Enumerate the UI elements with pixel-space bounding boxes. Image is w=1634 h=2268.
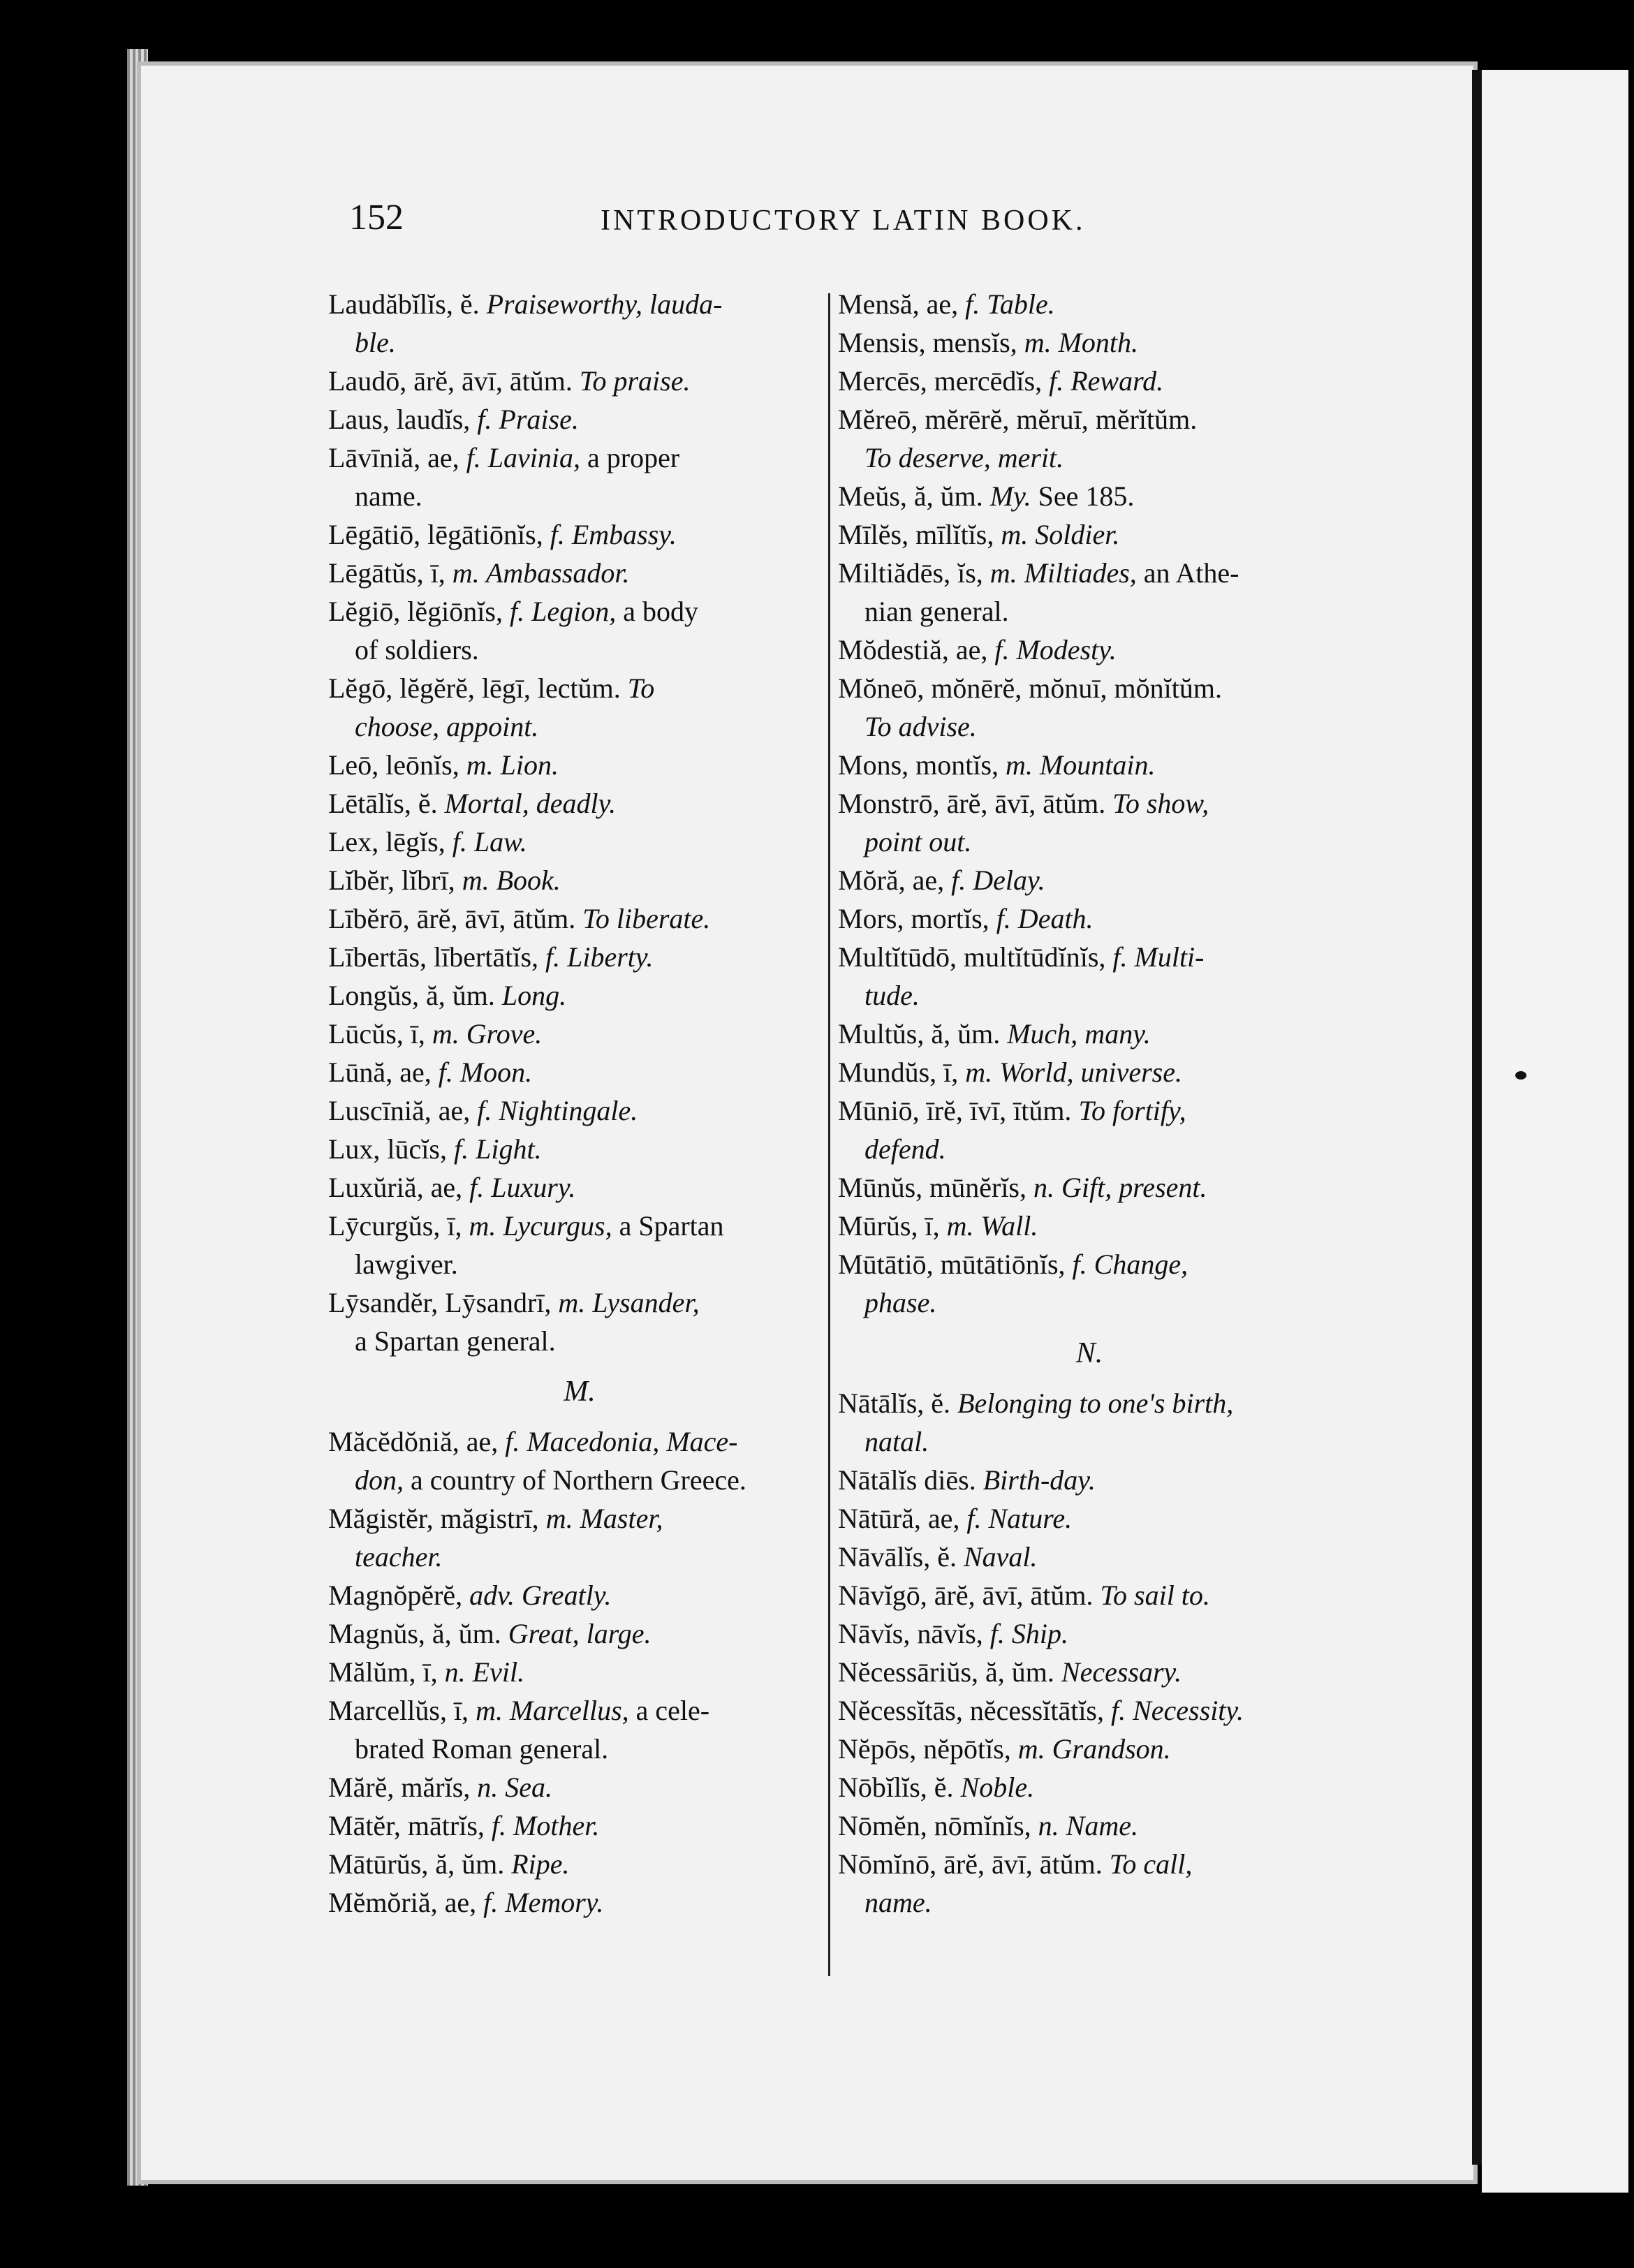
dictionary-entry: [328, 746, 831, 784]
entry-text: Nōmĭnō, ārĕ, āvī, ātŭm.: [838, 1848, 1110, 1880]
entry-italic-text: f. Mother.: [491, 1810, 600, 1841]
entry-italic-text: f. Nightingale.: [477, 1095, 638, 1126]
entry-text: Măcĕdŏniă, ae,: [328, 1426, 506, 1457]
dictionary-entry: [838, 1576, 1341, 1614]
dictionary-entry: [838, 1499, 1341, 1538]
entry-italic-text: tude.: [864, 980, 920, 1011]
entry-continuation: [328, 707, 831, 746]
entry-text: Mūrŭs, ī,: [838, 1210, 947, 1242]
entry-italic-text: m. Month.: [1024, 327, 1139, 358]
entry-italic-text: To praise.: [579, 365, 691, 397]
dictionary-entry: [838, 631, 1341, 669]
entry-italic-text: To fortify,: [1078, 1095, 1186, 1126]
entry-text: of soldiers.: [355, 634, 479, 665]
entry-italic-text: defend.: [864, 1133, 946, 1165]
dictionary-entry: [838, 1806, 1341, 1845]
entry-continuation: [838, 1130, 1341, 1168]
entry-text: Nāvālĭs, ĕ.: [838, 1541, 964, 1573]
entry-text: Mĕmŏriă, ae,: [328, 1887, 484, 1918]
dictionary-entry: [838, 1461, 1341, 1499]
entry-italic-text: teacher.: [355, 1541, 443, 1573]
entry-text: Nāvĭs, nāvĭs,: [838, 1618, 990, 1649]
entry-italic-text: Necessary.: [1061, 1656, 1182, 1688]
entry-italic-text: f. Law.: [452, 826, 527, 857]
dictionary-entry: [328, 1883, 831, 1922]
entry-text: Mīlĕs, mīlĭtĭs,: [838, 519, 1001, 550]
entry-italic-text: m. Ambassador.: [452, 557, 630, 589]
entry-italic-text: To call,: [1109, 1848, 1193, 1880]
entry-italic-text: point out.: [864, 826, 972, 857]
entry-italic-text: To liberate.: [582, 903, 711, 934]
entry-text: Lȳcurgŭs, ī,: [328, 1210, 469, 1242]
entry-text: Lȳsandĕr, Lȳsandrī,: [328, 1287, 559, 1318]
entry-text: Nōmĕn, nōmĭnĭs,: [838, 1810, 1038, 1841]
entry-text: Laudō, ārĕ, āvī, ātŭm.: [328, 365, 580, 397]
dictionary-entry: [838, 1614, 1341, 1653]
dictionary-entry: [328, 938, 831, 976]
entry-italic-text: natal.: [864, 1426, 929, 1457]
dictionary-entry: [838, 784, 1341, 823]
dictionary-entry: [328, 1806, 831, 1845]
entry-italic-text: don,: [355, 1464, 404, 1496]
entry-continuation: [328, 477, 831, 515]
entry-italic-text: m. Master,: [545, 1503, 663, 1534]
dictionary-entry: [328, 285, 831, 323]
entry-italic-text: f. Praise.: [477, 404, 579, 435]
dictionary-entry: [838, 477, 1341, 515]
entry-text: a cele-: [628, 1695, 710, 1726]
entry-italic-text: n. Name.: [1038, 1810, 1138, 1841]
entry-italic-text: My.: [989, 480, 1031, 512]
entry-text: a Spartan general.: [355, 1325, 556, 1357]
dictionary-entry: [838, 1768, 1341, 1806]
entry-italic-text: To: [627, 672, 655, 704]
dictionary-entry: [328, 592, 831, 631]
entry-text: Nāvĭgō, ārĕ, āvī, ātŭm.: [838, 1580, 1101, 1611]
dictionary-entry: [328, 1168, 831, 1207]
entry-continuation: [328, 1245, 831, 1283]
entry-text: a body: [616, 596, 698, 627]
page-header: [349, 197, 1089, 253]
dictionary-entry: [838, 1384, 1341, 1422]
entry-text: Nātālĭs, ĕ.: [838, 1387, 958, 1419]
running-head: INTRODUCTORY LATIN BOOK.: [601, 205, 1086, 237]
dictionary-entry: [838, 1015, 1341, 1053]
entry-italic-text: m. Miltiades,: [989, 557, 1137, 589]
entry-text: Lāvīniă, ae,: [328, 442, 466, 473]
dictionary-entry: [328, 1207, 831, 1245]
entry-text: Mŏră, ae,: [838, 864, 952, 896]
column-divider: [828, 293, 830, 1976]
dictionary-entry: [328, 1576, 831, 1614]
entry-text: Lĭbĕr, lĭbrī,: [328, 864, 462, 896]
entry-text: Luscīniă, ae,: [328, 1095, 478, 1126]
entry-continuation: [838, 707, 1341, 746]
entry-italic-text: f. Nature.: [966, 1503, 1073, 1534]
entry-italic-text: m. Grove.: [432, 1018, 543, 1050]
entry-italic-text: name.: [864, 1887, 932, 1918]
dictionary-entry: [328, 1845, 831, 1883]
entry-italic-text: m. Marcellus,: [476, 1695, 629, 1726]
entry-text: Leō, leōnĭs,: [328, 749, 466, 781]
left-column: [328, 285, 831, 1922]
entry-text: Mūnŭs, mūnĕrĭs,: [838, 1172, 1033, 1203]
entry-italic-text: m. World, universe.: [965, 1056, 1182, 1088]
dictionary-entry: [328, 1614, 831, 1653]
dictionary-entry: [838, 285, 1341, 323]
entry-text: Laudăbĭlĭs, ĕ.: [328, 288, 487, 320]
entry-italic-text: f. Luxury.: [469, 1172, 576, 1203]
entry-text: Marcellŭs, ī,: [328, 1695, 476, 1726]
dictionary-entry: [838, 746, 1341, 784]
dictionary-entry: [328, 554, 831, 592]
entry-text: a proper: [580, 442, 680, 473]
entry-text: Nĕcessāriŭs, ă, ŭm.: [838, 1656, 1061, 1688]
entry-italic-text: f. Multi-: [1112, 941, 1205, 973]
entry-text: Nātālĭs diēs.: [838, 1464, 983, 1496]
dictionary-entry: [838, 1538, 1341, 1576]
dictionary-entry: [328, 823, 831, 861]
entry-text: Lĕgiō, lĕgiōnĭs,: [328, 596, 510, 627]
entry-italic-text: f. Death.: [996, 903, 1094, 934]
entry-italic-text: Noble.: [960, 1772, 1035, 1803]
entry-text: Magnŭs, ă, ŭm.: [328, 1618, 508, 1649]
entry-text: Luxŭriă, ae,: [328, 1172, 470, 1203]
entry-text: brated Roman general.: [355, 1733, 609, 1765]
entry-text: Mărĕ, mărĭs,: [328, 1772, 478, 1803]
entry-text: Lēgātiō, lēgātiōnĭs,: [328, 519, 550, 550]
entry-italic-text: choose, appoint.: [355, 711, 539, 742]
entry-italic-text: f. Embassy.: [550, 519, 677, 550]
dictionary-entry: [838, 1091, 1341, 1130]
entry-text: Lūnă, ae,: [328, 1056, 439, 1088]
entry-continuation: [328, 1322, 831, 1360]
entry-italic-text: f. Macedonia, Mace-: [505, 1426, 738, 1457]
entry-continuation: [328, 1461, 831, 1499]
entry-continuation: [838, 1883, 1341, 1922]
entry-italic-text: Long.: [501, 980, 567, 1011]
entry-text: Nĕcessĭtās, nĕcessĭtātĭs,: [838, 1695, 1111, 1726]
entry-italic-text: adv. Greatly.: [469, 1580, 612, 1611]
entry-text: Mercēs, mercēdĭs,: [838, 365, 1050, 397]
dictionary-entry: [838, 515, 1341, 554]
entry-italic-text: m. Mountain.: [1006, 749, 1156, 781]
entry-italic-text: n. Sea.: [477, 1772, 553, 1803]
ink-mark: [1515, 1071, 1526, 1080]
entry-continuation: [838, 592, 1341, 631]
dictionary-entry: [838, 899, 1341, 938]
entry-text: Mors, mortĭs,: [838, 903, 996, 934]
entry-italic-text: To show,: [1112, 788, 1209, 819]
entry-continuation: [328, 323, 831, 362]
entry-italic-text: To advise.: [864, 711, 977, 742]
dictionary-entry: [328, 1015, 831, 1053]
entry-text: Lībertās, lībertātĭs,: [328, 941, 546, 973]
dictionary-entry: [328, 1499, 831, 1538]
entry-text: a country of Northern Greece.: [404, 1464, 746, 1496]
entry-italic-text: m. Lycurgus,: [469, 1210, 612, 1242]
entry-continuation: [328, 1538, 831, 1576]
entry-text: Monstrō, ārĕ, āvī, ātŭm.: [838, 788, 1113, 819]
entry-italic-text: Naval.: [963, 1541, 1038, 1573]
dictionary-entry: [838, 861, 1341, 899]
entry-continuation: [838, 439, 1341, 477]
entry-italic-text: Mortal, deadly.: [444, 788, 617, 819]
entry-italic-text: Much, many.: [1007, 1018, 1151, 1050]
entry-continuation: [838, 1283, 1341, 1322]
entry-text: Mātĕr, mātrĭs,: [328, 1810, 492, 1841]
entry-text: Mŏdestiă, ae,: [838, 634, 995, 665]
entry-text: Nĕpōs, nĕpōtĭs,: [838, 1733, 1018, 1765]
dictionary-entry: [328, 1283, 831, 1322]
entry-text: Lux, lūcĭs,: [328, 1133, 454, 1165]
entry-text: Măgistĕr, măgistrī,: [328, 1503, 546, 1534]
entry-text: Miltiădēs, ĭs,: [838, 557, 990, 589]
dictionary-entry: [328, 1422, 831, 1461]
facing-page: [1482, 70, 1628, 2193]
entry-text: Mātūrŭs, ă, ŭm.: [328, 1848, 512, 1880]
entry-italic-text: m. Grandson.: [1017, 1733, 1171, 1765]
dictionary-entry: [328, 1653, 831, 1691]
entry-text: Multĭtūdō, multĭtūdĭnĭs,: [838, 941, 1113, 973]
entry-italic-text: f. Change,: [1072, 1249, 1188, 1280]
entry-text: Lex, lēgĭs,: [328, 826, 452, 857]
dictionary-entry: [838, 938, 1341, 976]
entry-text: Magnŏpĕrĕ,: [328, 1580, 470, 1611]
section-letter: [838, 1334, 1341, 1373]
entry-italic-text: f. Memory.: [483, 1887, 604, 1918]
entry-text: Longŭs, ă, ŭm.: [328, 980, 502, 1011]
entry-continuation: [838, 823, 1341, 861]
entry-italic-text: To sail to.: [1100, 1580, 1210, 1611]
dictionary-entry: [838, 1730, 1341, 1768]
entry-text: See 185.: [1031, 480, 1135, 512]
dictionary-entry: [328, 899, 831, 938]
entry-text: nian general.: [864, 596, 1009, 627]
dictionary-entry: [838, 1053, 1341, 1091]
entry-italic-text: f. Modesty.: [994, 634, 1117, 665]
entry-text: Mŏneō, mŏnērĕ, mŏnuī, mŏnĭtŭm.: [838, 672, 1222, 704]
dictionary-entry: [328, 861, 831, 899]
entry-text: an Athe-: [1136, 557, 1239, 589]
entry-text: Mensis, mensĭs,: [838, 327, 1024, 358]
dictionary-entry: [328, 1091, 831, 1130]
dictionary-entry: [328, 400, 831, 439]
entry-text: Lĕgō, lĕgĕrĕ, lēgī, lectŭm.: [328, 672, 628, 704]
entry-italic-text: f. Reward.: [1049, 365, 1164, 397]
entry-text: Multŭs, ă, ŭm.: [838, 1018, 1008, 1050]
dictionary-entry: [838, 1691, 1341, 1730]
entry-italic-text: Birth-day.: [982, 1464, 1096, 1496]
dictionary-entry: [838, 1207, 1341, 1245]
entry-continuation: [838, 1422, 1341, 1461]
dictionary-entry: [838, 1653, 1341, 1691]
dictionary-entry: [838, 1845, 1341, 1883]
dictionary-entry: [838, 1168, 1341, 1207]
right-column: [838, 285, 1341, 1922]
dictionary-entry: [838, 669, 1341, 707]
entry-text: Lētālĭs, ĕ.: [328, 788, 445, 819]
entry-italic-text: Ripe.: [511, 1848, 570, 1880]
entry-text: Mensă, ae,: [838, 288, 966, 320]
entry-text: Mūtātiō, mūtātiōnĭs,: [838, 1249, 1073, 1280]
section-letter: [328, 1373, 831, 1411]
dictionary-entry: [328, 1691, 831, 1730]
entry-italic-text: f. Delay.: [951, 864, 1045, 896]
entry-italic-text: To deserve, merit.: [864, 442, 1064, 473]
entry-text: Lēgātŭs, ī,: [328, 557, 452, 589]
entry-italic-text: m. Book.: [462, 864, 561, 896]
dictionary-entry: [328, 439, 831, 477]
entry-italic-text: N.: [1075, 1337, 1103, 1369]
entry-text: lawgiver.: [355, 1249, 458, 1280]
entry-italic-text: n. Evil.: [444, 1656, 525, 1688]
entry-italic-text: m. Lysander,: [558, 1287, 700, 1318]
dictionary-entry: [328, 515, 831, 554]
entry-text: a Spartan: [612, 1210, 724, 1242]
dictionary-entry: [328, 1130, 831, 1168]
entry-italic-text: f. Necessity.: [1111, 1695, 1244, 1726]
entry-italic-text: M.: [564, 1376, 596, 1408]
dictionary-entry: [838, 1245, 1341, 1283]
entry-continuation: [328, 1730, 831, 1768]
dictionary-entry: [838, 554, 1341, 592]
entry-text: Laus, laudĭs,: [328, 404, 478, 435]
entry-italic-text: n. Gift, present.: [1033, 1172, 1207, 1203]
entry-italic-text: m. Lion.: [466, 749, 559, 781]
entry-italic-text: f. Ship.: [989, 1618, 1068, 1649]
entry-italic-text: f. Light.: [453, 1133, 542, 1165]
entry-text: Mălŭm, ī,: [328, 1656, 445, 1688]
book-spine: [1472, 70, 1482, 2165]
dictionary-entry: [328, 1053, 831, 1091]
entry-italic-text: f. Table.: [965, 288, 1055, 320]
entry-text: Mons, montĭs,: [838, 749, 1006, 781]
entry-italic-text: f. Moon.: [438, 1056, 533, 1088]
entry-text: Lūcŭs, ī,: [328, 1018, 432, 1050]
entry-continuation: [838, 976, 1341, 1015]
entry-italic-text: f. Lavinia,: [466, 442, 581, 473]
dictionary-entry: [328, 669, 831, 707]
entry-text: Mūniō, īrĕ, īvī, ītŭm.: [838, 1095, 1079, 1126]
entry-italic-text: Praiseworthy, lauda-: [486, 288, 723, 320]
entry-text: Mĕreō, mĕrērĕ, mĕruī, mĕrĭtŭm.: [838, 404, 1198, 435]
entry-text: Meŭs, ă, ŭm.: [838, 480, 990, 512]
entry-italic-text: m. Wall.: [946, 1210, 1038, 1242]
dictionary-entry: [328, 976, 831, 1015]
entry-text: Mundŭs, ī,: [838, 1056, 966, 1088]
page-number: 152: [349, 198, 404, 237]
entry-italic-text: Great, large.: [508, 1618, 652, 1649]
entry-text: Nātūră, ae,: [838, 1503, 967, 1534]
dictionary-entry: [838, 362, 1341, 400]
entry-text: name.: [355, 480, 422, 512]
entry-text: Lībĕrō, ārĕ, āvī, ātŭm.: [328, 903, 583, 934]
dictionary-entry: [328, 1768, 831, 1806]
entry-italic-text: f. Legion,: [509, 596, 617, 627]
entry-italic-text: ble.: [355, 327, 396, 358]
entry-italic-text: phase.: [864, 1287, 937, 1318]
dictionary-entry: [328, 362, 831, 400]
dictionary-entry: [838, 323, 1341, 362]
entry-italic-text: m. Soldier.: [1001, 519, 1120, 550]
entry-text: Nōbĭlĭs, ĕ.: [838, 1772, 961, 1803]
entry-continuation: [328, 631, 831, 669]
entry-italic-text: f. Liberty.: [545, 941, 654, 973]
entry-italic-text: Belonging to one's birth,: [957, 1387, 1234, 1419]
dictionary-entry: [328, 784, 831, 823]
dictionary-entry: [838, 400, 1341, 439]
